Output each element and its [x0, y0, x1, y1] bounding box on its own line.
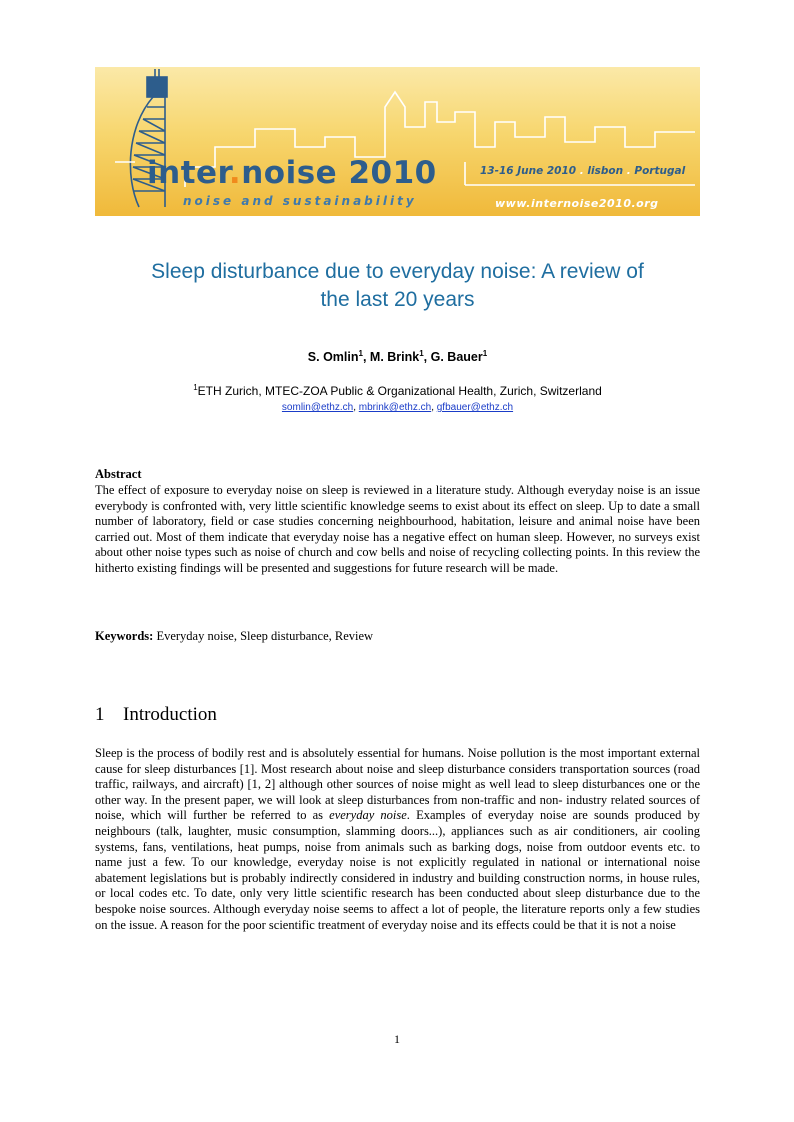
page-number: 1 — [394, 1032, 400, 1046]
section-number: 1 — [95, 704, 105, 725]
conference-name: inter.noise 2010 — [147, 155, 437, 191]
keywords-text: Everyday noise, Sleep disturbance, Review — [153, 629, 374, 643]
email-link[interactable]: mbrink@ethz.ch — [358, 402, 432, 413]
author-list: S. Omlin$^1$, M. Brink$^1$, G. Bauer$^1$ — [307, 348, 488, 364]
abstract-text: The effect of exposure to everyday noise on sleep is reviewed in a literature study. Although everyday noise is an issue everybody is confronted with, very little scientific knowledge seems to exist about its effect on sleep. Up to date a small number of laboratory, field or case studies concerning neighbourhood, habitation, leisure and animal noise have been carried out. Most of them indicate that everyday noise has a negative effect on human sleep. However, no surveys exist about other noise types such as noise of church and cow bells and noise of recycling collecting points. In this review the hitherto existing findings will be presented and suggestions for future research will be made. — [95, 483, 700, 575]
abstract-heading: Abstract — [95, 467, 142, 481]
author-emails: somlin@ethz.ch, mbrink@ethz.ch, gfbauer@ethz.ch — [281, 402, 514, 413]
author: S. Omlin — [307, 350, 359, 364]
introduction-text: Sleep is the process of bodily rest and is absolutely essential for humans. Noise pollution is the most important external cause for sleep disturbances [1]. Most research about noise and sleep disturbance considers transportation sources (road traffic, railways, and aircraft) [1, 2] although other sources of noise might as well lead to sleep disturbances one or the other way. In the present paper, we will look at sleep disturbances from non-traffic and non- industry related sources of noise, which will further be referred to as everyday noise. Examples of everyday noise are sounds produced by neighbours (talk, laughter, music consumption, slamming doors...), appliances such as air conditioners, air cooling systems, fans, ventilations, heat pumps, noise from animals such as barking dogs, noise from outdoor events etc. to name just a few. To our knowledge, everyday noise is not explicitly regulated in national or international noise abatement legislations but is probably indirectly considered in industry and building construction norms, in house rules, or local codes etc. To date, only very little scientific research has been conducted about sleep disturbance due to the bespoke noise sources. Although everyday noise seems to affect a lot of people, the literature reports only a few studies on the issue. A reason for the poor scientific treatment of everyday noise and its effects could be that it is not a noise — [95, 746, 700, 932]
conference-tagline: noise and sustainability — [183, 194, 417, 208]
email-link[interactable]: somlin@ethz.ch — [281, 402, 354, 413]
section-heading — [95, 704, 217, 726]
conference-banner — [95, 67, 700, 216]
email-link[interactable]: gfbauer@ethz.ch — [436, 402, 514, 413]
keywords — [95, 629, 373, 644]
conference-url[interactable]: www.internoise2010.org — [495, 197, 659, 210]
paper-title-line-1: Sleep disturbance due to everyday noise: A review of — [151, 260, 644, 283]
paper-title — [95, 258, 700, 314]
paper-title-line-2: the last 20 years — [320, 288, 475, 311]
affiliation: $^1$ETH Zurich, MTEC-ZOA Public & Organizational Health, Zurich, Switzerland — [193, 383, 602, 398]
emphasis: everyday noise — [329, 808, 407, 823]
author: G. Bauer — [430, 350, 483, 364]
conference-dates: 13-16 June 2010 . lisbon . Portugal — [480, 165, 686, 177]
section-title: Introduction — [123, 704, 217, 725]
author: M. Brink — [369, 350, 420, 364]
keywords-label: Keywords: — [95, 629, 154, 643]
